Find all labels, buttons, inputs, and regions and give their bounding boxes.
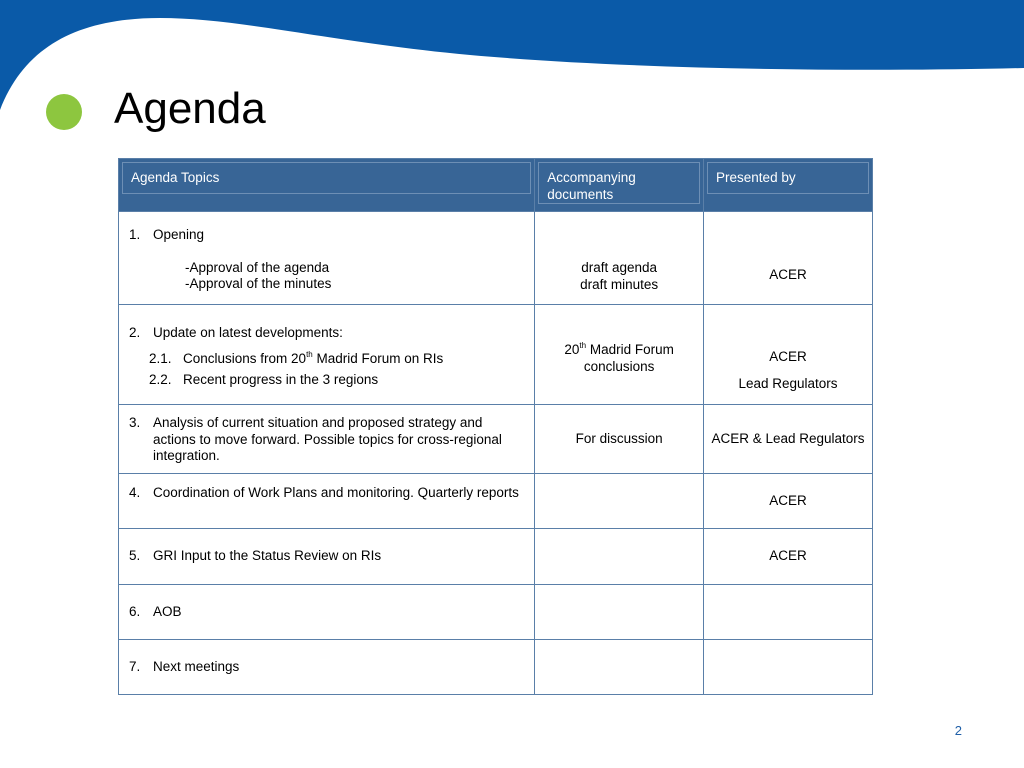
slide-title: Agenda bbox=[114, 84, 266, 133]
row6-topic-cell: 6. AOB bbox=[119, 585, 535, 640]
row2-topic-cell: 2. Update on latest developments: 2.1. Conclusions from 20th Madrid Forum on RIs 2.2. Recent progress in the 3 regions bbox=[119, 305, 535, 405]
row5-documents-cell bbox=[535, 529, 704, 585]
row5-topic-cell: 5. GRI Input to the Status Review on RIs bbox=[119, 529, 535, 585]
row3-documents-cell: For discussion bbox=[535, 405, 704, 474]
row7-documents-cell bbox=[535, 640, 704, 695]
table-row bbox=[119, 474, 873, 529]
row4-documents-cell bbox=[535, 474, 704, 529]
row1-topic-cell: 1. Opening -Approval of the agenda -Approval of the minutes bbox=[119, 212, 535, 305]
row4-topic-cell: 4. Coordination of Work Plans and monitoring. Quarterly reports bbox=[119, 474, 535, 529]
header-agenda-topics: Agenda Topics bbox=[119, 159, 535, 212]
table-header-row bbox=[119, 159, 873, 212]
table-row bbox=[119, 585, 873, 640]
table-row bbox=[119, 405, 873, 474]
row3-topic-cell: 3. Analysis of current situation and proposed strategy and actions to move forward. Possible topics for cross-regional integration. bbox=[119, 405, 535, 474]
row6-presenter-cell bbox=[704, 585, 873, 640]
header-accompanying-documents: Accompanying documents bbox=[535, 159, 704, 212]
page-number: 2 bbox=[954, 723, 962, 738]
header-presented-by: Presented by bbox=[704, 159, 873, 212]
row7-presenter-cell bbox=[704, 640, 873, 695]
row1-presenter-cell: ACER bbox=[704, 212, 873, 305]
agenda-table bbox=[118, 158, 873, 695]
row2-presenter-cell: ACER Lead Regulators bbox=[704, 305, 873, 405]
title-bullet-icon bbox=[46, 94, 82, 130]
row2-documents-cell: 20th Madrid Forum conclusions bbox=[535, 305, 704, 405]
row5-presenter-cell: ACER bbox=[704, 529, 873, 585]
table-row bbox=[119, 529, 873, 585]
table-row bbox=[119, 305, 873, 405]
row3-presenter-cell: ACER & Lead Regulators bbox=[704, 405, 873, 474]
table-row bbox=[119, 212, 873, 305]
row7-topic-cell: 7. Next meetings bbox=[119, 640, 535, 695]
row6-documents-cell bbox=[535, 585, 704, 640]
row4-presenter-cell: ACER bbox=[704, 474, 873, 529]
row1-documents-cell: draft agenda draft minutes bbox=[535, 212, 704, 305]
table-row bbox=[119, 640, 873, 695]
